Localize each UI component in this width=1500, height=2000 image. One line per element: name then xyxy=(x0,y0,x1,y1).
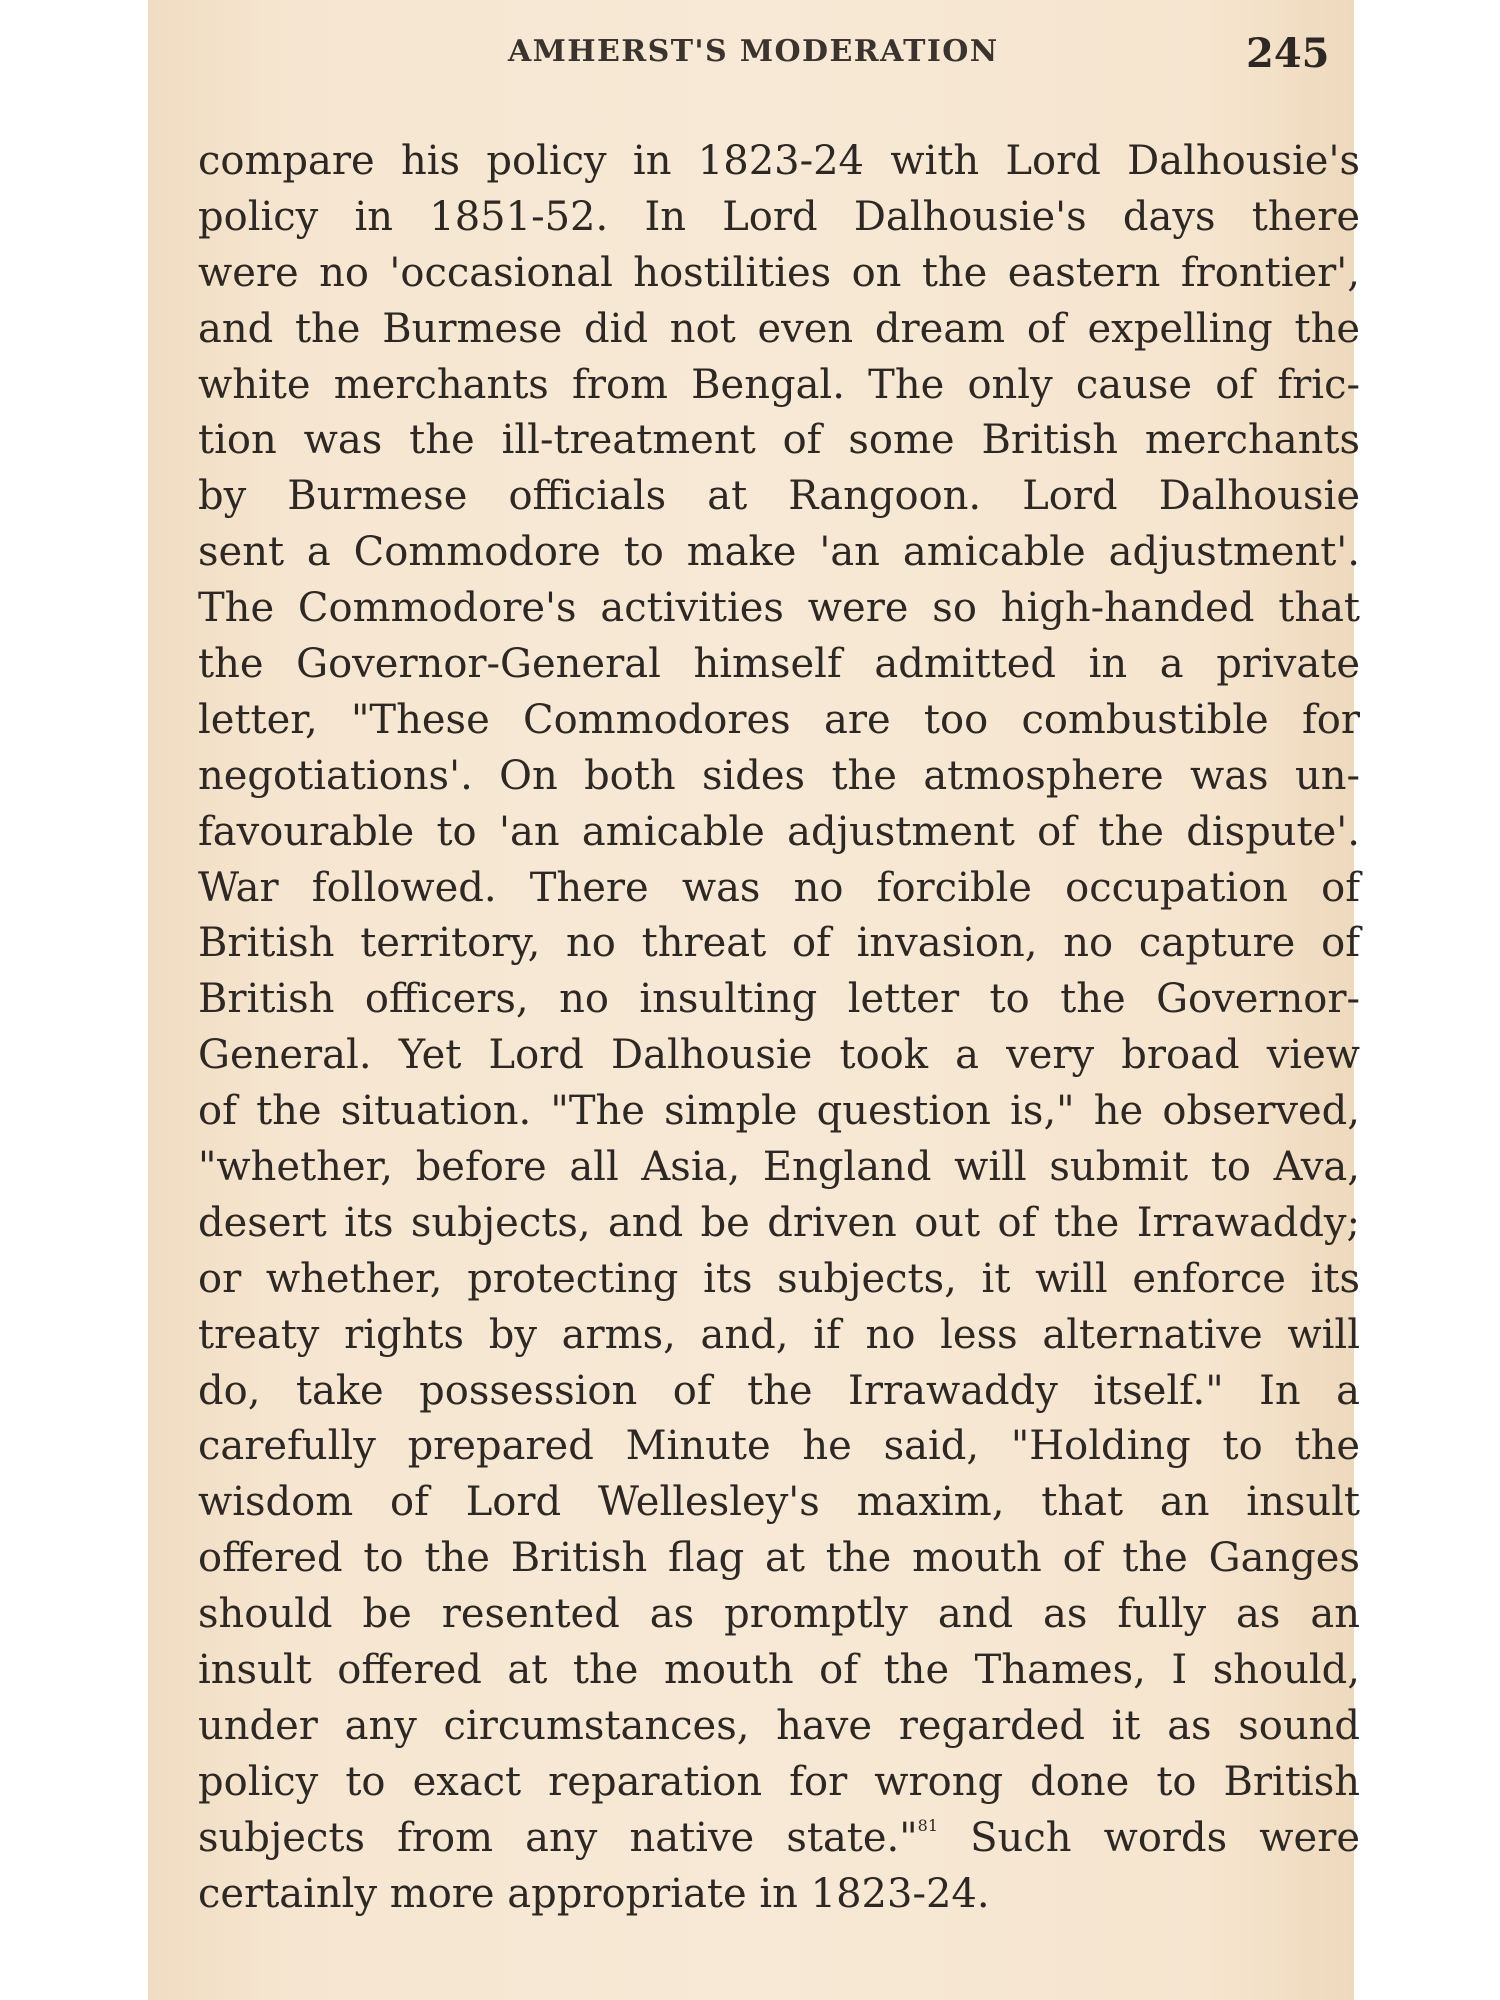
book-page xyxy=(148,0,1361,2000)
text-line: General. Yet Lord Dalhousie took a very broad view xyxy=(198,1032,1360,1079)
line-text: subjects from any native state." xyxy=(198,1814,918,1861)
text-line: offered to the British flag at the mouth of the Ganges xyxy=(198,1535,1360,1582)
text-line: under any circumstances, have regarded it as sound xyxy=(198,1702,1360,1749)
text-line: War followed. There was no forcible occupation of xyxy=(198,864,1360,911)
text-line: sent a Commodore to make 'an amicable adjustment'. xyxy=(198,529,1360,576)
text-line-last: certainly more appropriate in 1823-24. xyxy=(198,1870,990,1917)
text-line: treaty rights by arms, and, if no less alternative will xyxy=(198,1311,1360,1358)
text-line: or whether, protecting its subjects, it will enforce its xyxy=(198,1255,1360,1302)
text-line: desert its subjects, and be driven out of the Irrawaddy; xyxy=(198,1199,1360,1246)
text-line: policy in 1851-52. In Lord Dalhousie's days there xyxy=(198,193,1360,240)
text-line: insult offered at the mouth of the Thames, I should, xyxy=(198,1647,1360,1694)
text-line: should be resented as promptly and as fully as an xyxy=(198,1591,1360,1638)
text-line: tion was the ill-treatment of some British merchants xyxy=(198,417,1360,464)
text-line: compare his policy in 1823-24 with Lord Dalhousie's xyxy=(198,138,1360,184)
text-line: British officers, no insulting letter to the Governor- xyxy=(198,976,1360,1023)
text-line: policy to exact reparation for wrong done to British xyxy=(198,1758,1360,1805)
text-line: wisdom of Lord Wellesley's maxim, that an insult xyxy=(198,1479,1360,1526)
page-number: 245 xyxy=(1246,30,1330,77)
text-line: were no 'occasional hostilities on the eastern frontier', xyxy=(198,249,1360,296)
text-line: negotiations'. On both sides the atmosphere was un- xyxy=(198,752,1360,799)
running-head xyxy=(148,30,1354,77)
text-line: white merchants from Bengal. The only cause of fric- xyxy=(198,361,1360,408)
text-line: British territory, no threat of invasion, no capture of xyxy=(198,920,1360,967)
text-line: favourable to 'an amicable adjustment of the dispute'. xyxy=(198,808,1360,855)
text-line: and the Burmese did not even dream of expelling the xyxy=(198,305,1360,352)
text-line: carefully prepared Minute he said, "Holding to the xyxy=(198,1423,1360,1470)
text-line: The Commodore's activities were so high-handed that xyxy=(198,585,1360,632)
text-line: of the situation. "The simple question is," he observed, xyxy=(198,1088,1360,1135)
text-line: letter, "These Commodores are too combustible for xyxy=(198,696,1360,743)
text-line: the Governor-General himself admitted in a private xyxy=(198,641,1360,688)
body-text xyxy=(198,134,1360,1923)
line-text-tail: Such words were xyxy=(938,1814,1361,1861)
text-line: by Burmese officials at Rangoon. Lord Dalhousie xyxy=(198,473,1360,520)
text-line: do, take possession of the Irrawaddy itself." In a xyxy=(198,1367,1360,1414)
running-head-title: AMHERST'S MODERATION xyxy=(508,34,999,69)
text-line-with-footnote xyxy=(198,1811,1360,1867)
text-line: "whether, before all Asia, England will submit to Ava, xyxy=(198,1144,1360,1191)
footnote-reference: 81 xyxy=(917,1815,939,1835)
